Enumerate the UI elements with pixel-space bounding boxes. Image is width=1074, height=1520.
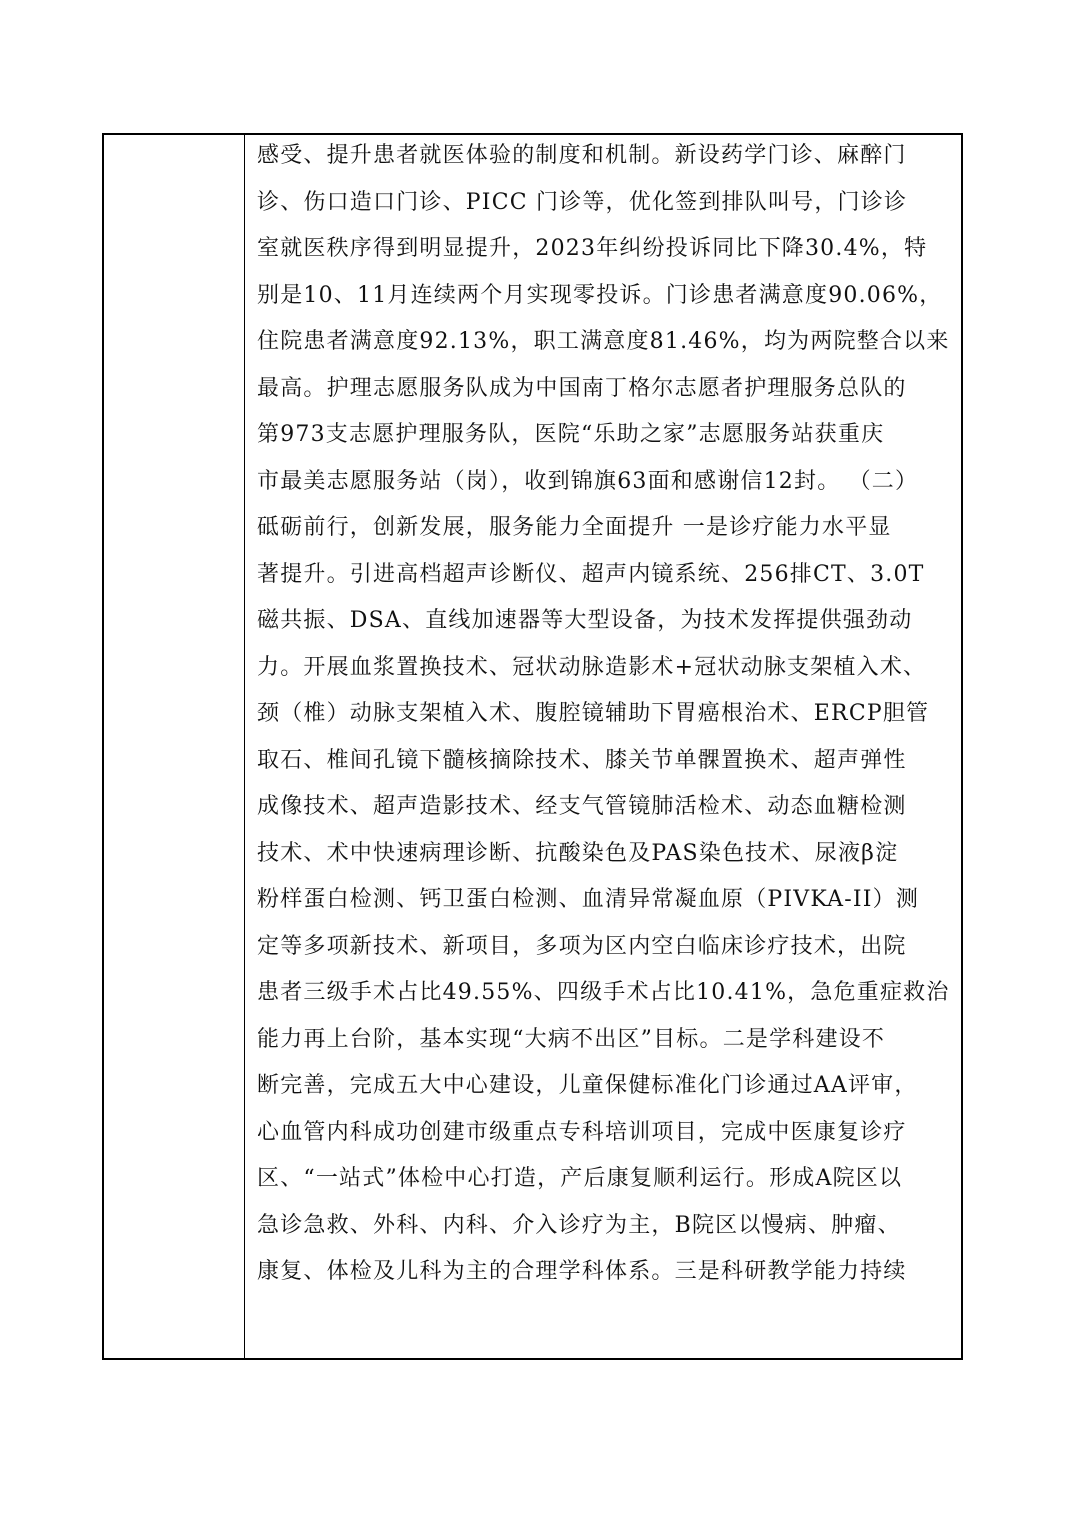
- text-line: 能力再上台阶，基本实现“大病不出区”目标。二是学科建设不: [257, 1026, 886, 1052]
- text-line: 断完善，完成五大中心建设，儿童保健标准化门诊通过AA评审，: [257, 1073, 918, 1098]
- text-line: 别是10、11月连续两个月实现零投诉。门诊患者满意度90.06%，: [257, 282, 943, 308]
- text-line: 住院患者满意度92.13%，职工满意度81.46%，均为两院整合以来: [257, 329, 950, 354]
- text-line: 室就医秩序得到明显提升，2023年纠纷投诉同比下降30.4%，特: [257, 236, 928, 261]
- text-line: 成像技术、超声造影技术、经支气管镜肺活检术、动态血糖检测: [257, 794, 907, 819]
- text-line: 心血管内科成功创建市级重点专科培训项目，完成中医康复诊疗: [257, 1119, 907, 1145]
- text-line: 技术、术中快速病理诊断、抗酸染色及PAS染色技术、尿液β淀: [257, 840, 899, 866]
- text-line: 定等多项新技术、新项目，多项为区内空白临床诊疗技术，出院: [257, 933, 907, 959]
- text-line: 市最美志愿服务站（岗），收到锦旗63面和感谢信12封。 （二）: [257, 468, 919, 494]
- text-line: 患者三级手术占比49.55%、四级手术占比10.41%，急危重症救治: [257, 980, 950, 1005]
- text-line: 康复、体检及儿科为主的合理学科体系。三是科研教学能力持续: [257, 1259, 907, 1284]
- text-line: 力。开展血浆置换技术、冠状动脉造影术+冠状动脉支架植入术、: [257, 654, 927, 680]
- text-line: 感受、提升患者就医体验的制度和机制。新设药学门诊、麻醉门: [257, 143, 907, 168]
- text-line: 著提升。引进高档超声诊断仪、超声内镜系统、256排CT、3.0T: [257, 561, 925, 587]
- document-table: [102, 133, 963, 1360]
- text-line: 粉样蛋白检测、钙卫蛋白检测、血清异常凝血原（PIVKA-II）测: [257, 887, 920, 912]
- text-line: 颈（椎）动脉支架植入术、腹腔镜辅助下胃癌根治术、ERCP胆管: [257, 701, 930, 726]
- table-content-cell: [245, 135, 961, 1358]
- text-line: 区、“一站式”体检中心打造，产后康复顺利运行。形成A院区以: [257, 1166, 903, 1191]
- text-line: 诊、伤口造口门诊、PICC 门诊等，优化签到排队叫号，门诊诊: [257, 189, 908, 215]
- text-line: 第973支志愿护理服务队，医院“乐助之家”志愿服务站获重庆: [257, 422, 885, 447]
- text-line: 最高。护理志愿服务队成为中国南丁格尔志愿者护理服务总队的: [257, 375, 907, 401]
- text-line: 砥砺前行，创新发展，服务能力全面提升 一是诊疗能力水平显: [257, 515, 892, 540]
- text-line: 急诊急救、外科、内科、介入诊疗为主，B院区以慢病、肿瘤、: [257, 1212, 901, 1238]
- text-line: 磁共振、DSA、直线加速器等大型设备，为技术发挥提供强劲动: [257, 608, 913, 633]
- text-line: 取石、椎间孔镜下髓核摘除技术、膝关节单髁置换术、超声弹性: [257, 747, 907, 773]
- table-label-cell: [104, 135, 245, 1358]
